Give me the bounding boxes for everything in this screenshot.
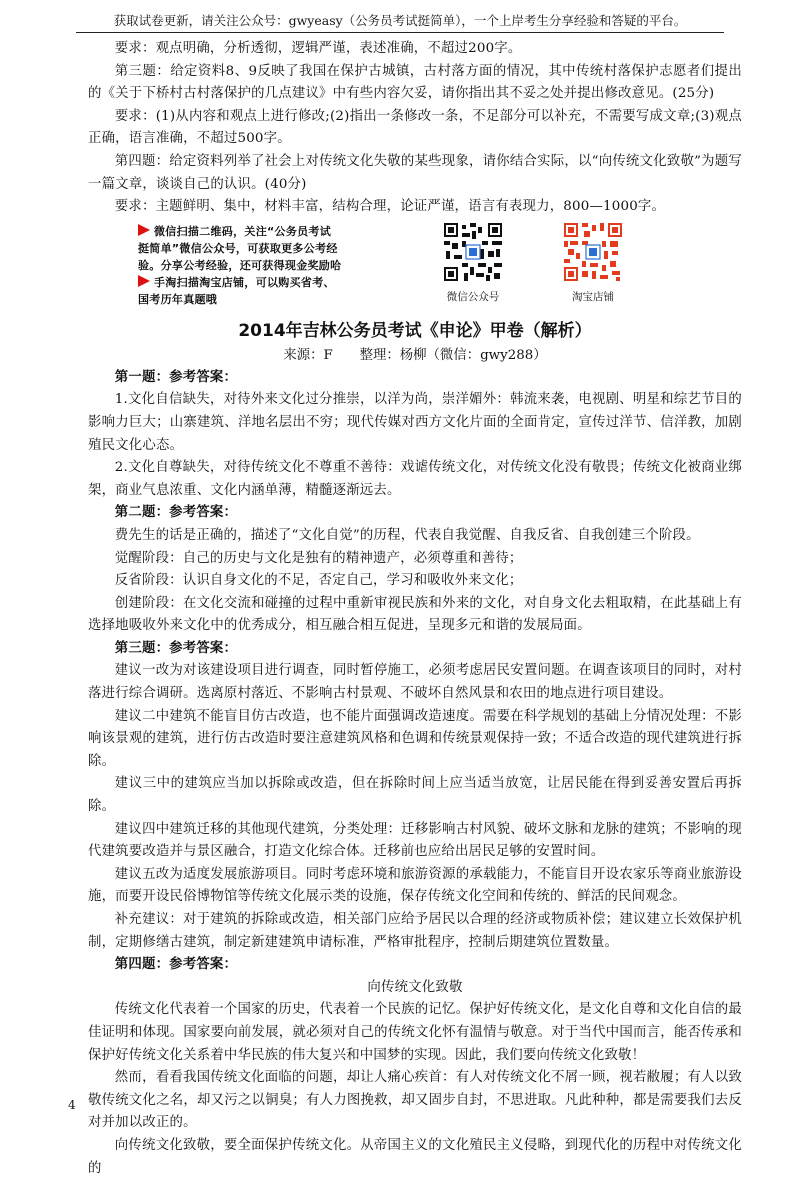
answer-2-para-3: 反省阶段：认识自身文化的不足，否定自己，学习和吸收外来文化； <box>114 573 523 589</box>
answer-1-point-2: 2.文化自尊缺失，对待传统文化不尊重不善待：戏谑传统文化，对传统文化没有敬畏；传统文化被商业绑架，商业气息浓重、文化内涵单薄，精髓逐渐远去。 <box>88 460 742 498</box>
essay-para-1: 传统文化代表着一个国家的历史，代表着一个民族的记忆。保护好传统文化，是文化自尊和文化自信的最佳证明和体现。国家要向前发展，就必须对自己的传统文化怀有温情与敬意。对于当代中国而言，能否传承和保护好传统文化关系着中华民族的伟大复兴和中国梦的实现。因此，我们要向传统文化致敬！ <box>88 1002 742 1063</box>
answer-3-para-5: 建议五改为适度发展旅游项目。同时考虑环境和旅游资源的承载能力，不能盲目开设农家乐等商业旅游设施，而要开设民俗博物馆等传统文化展示类的设施，保存传统文化空间和传统的、鲜活的民间观念。 <box>88 866 742 905</box>
arrow-icon <box>138 224 150 236</box>
answer-2-heading: 第二题：参考答案： <box>114 505 238 521</box>
promo-line-4: 手淘扫描淘宝店铺，可以购买省考、 <box>154 275 335 289</box>
answer-3-para-1: 建议一改为对该建设项目进行调查，同时暂停施工，必须考虑居民安置问题。在调查该项目的同时，对村落进行综合调研。选离原村落近、不影响古村景观、不破坏自然风景和农田的地点进行项目建设。 <box>88 663 742 702</box>
answer-2-para-4: 创建阶段：在文化交流和碰撞的过程中重新审视民族和外来的文化，对自身文化去粗取精，在此基础上有选择地吸收外来文化中的优秀成分，相互融合相互促进，呈现多元和谐的发展局面。 <box>88 595 742 634</box>
question-3: 第三题：给定资料8、9反映了我国在保护古城镇，古村落方面的情况，其中传统村落保护志愿者们提出的《关于下桥村古村落保护的几点建议》中有些内容欠妥，请你指出其不妥之处并提出修改意见。(25分) <box>88 63 742 102</box>
promo-line-2: 挺简单”微信公众号，可获取更多公考经 <box>138 241 338 255</box>
taobao-qr-icon <box>564 223 622 281</box>
answer-4-heading: 第四题：参考答案： <box>114 957 238 973</box>
question-4-requirement: 要求：主题鲜明、集中，材料丰富，结构合理，论证严谨，语言有表现力，800—1000字。 <box>114 199 666 215</box>
essay-para-2: 然而，看看我国传统文化面临的问题，却让人痛心疾首：有人对传统文化不屑一顾，视若敝履；有人以致敬传统文化之名，却又污之以铜臭；有人力图挽救，却又固步自封，不思进取。凡此种种，都是需要我们去反对并加以改正的。 <box>88 1070 742 1131</box>
promo-ad <box>88 223 742 315</box>
answer-2-para-2: 觉醒阶段：自己的历史与文化是独有的精神遗产，必须尊重和善待； <box>114 550 523 566</box>
page-number: 4 <box>68 1098 76 1112</box>
answer-3-heading: 第三题：参考答案： <box>114 640 238 656</box>
promo-line-5: 国考历年真题哦 <box>138 292 218 306</box>
q2-requirement: 要求：观点明确，分析透彻，逻辑严谨，表述准确，不超过200字。 <box>114 41 522 56</box>
page-content <box>88 38 742 1180</box>
answer-1-point-1: 1.文化自信缺失，对待外来文化过分推崇，以洋为尚，崇洋媚外：韩流来袭，电视剧、明星和综艺节目的影响力巨大；山寨建筑、洋地名层出不穷；现代传媒对西方文化片面的全面肯定，宣传过洋节、信洋教，加剧殖民文化心态。 <box>88 392 742 453</box>
header-banner: 获取试卷更新，请关注公众号：gwyeasy（公务员考试挺简单），一个上岸考生分享经验和答疑的平台。 <box>76 10 724 33</box>
answer-2-para-1: 费先生的话是正确的，描述了“文化自觉”的历程，代表自我觉醒、自我反省、自我创建三个阶段。 <box>114 527 700 543</box>
document-title: 2014年吉林公务员考试《申论》甲卷（解析） <box>238 320 592 341</box>
answer-3-para-6: 补充建议：对于建筑的拆除或改造，相关部门应给予居民以合理的经济或物质补偿；建议建立长效保护机制，定期修缮古建筑，制定新建建筑申请标准，严格审批程序，控制后期建筑位置数量。 <box>88 912 742 950</box>
answer-3-para-3: 建议三中的建筑应当加以拆除或改造，但在拆除时间上应当适当放宽，让居民能在得到妥善安置后再拆除。 <box>88 776 742 815</box>
promo-text <box>138 223 408 308</box>
answer-1-heading: 第一题：参考答案： <box>114 369 238 385</box>
answer-3-para-2: 建议二中建筑不能盲目仿古改造，也不能片面强调改造速度。需要在科学规划的基础上分情况处理：不影响该景观的建筑，进行仿古改造时要注意建筑风格和色调和传统景观保持一致；不适合改造的现代建筑进行拆除。 <box>88 708 742 769</box>
answer-3-para-4: 建议四中建筑迁移的其他现代建筑，分类处理：迁移影响古村风貌、破坏文脉和龙脉的建筑；不影响的现代建筑要改造并与景区融合，打造文化综合体。迁移前也应给出居民足够的安置时间。 <box>88 821 742 860</box>
source-line: 来源：F 整理：杨柳（微信：gwy288） <box>283 347 547 363</box>
question-3-requirement: 要求：(1)从内容和观点上进行修改;(2)指出一条修改一条，不足部分可以补充，不需要写成文章;(3)观点正确，语言准确，不超过500字。 <box>88 108 742 147</box>
essay-para-3: 向传统文化致敬，要全面保护传统文化。从帝国主义的文化殖民主义侵略，到现代化的历程中对传统文化的 <box>88 1137 742 1176</box>
question-4: 第四题：给定资料列举了社会上对传统文化失敬的某些现象，请你结合实际，以“向传统文化致敬”为题写一篇文章，谈谈自己的认识。(40分) <box>88 153 742 192</box>
promo-line-1: 微信扫描二维码，关注“公务员考试 <box>154 224 332 238</box>
wechat-qr-icon <box>444 223 502 281</box>
wechat-qr-label: 微信公众号 <box>446 290 500 303</box>
arrow-icon <box>138 275 150 287</box>
taobao-qr-label: 淘宝店铺 <box>572 290 614 303</box>
promo-line-3: 验。分享公考经验，还可获得现金奖励哈 <box>138 258 342 272</box>
essay-title: 向传统文化致敬 <box>367 979 463 995</box>
